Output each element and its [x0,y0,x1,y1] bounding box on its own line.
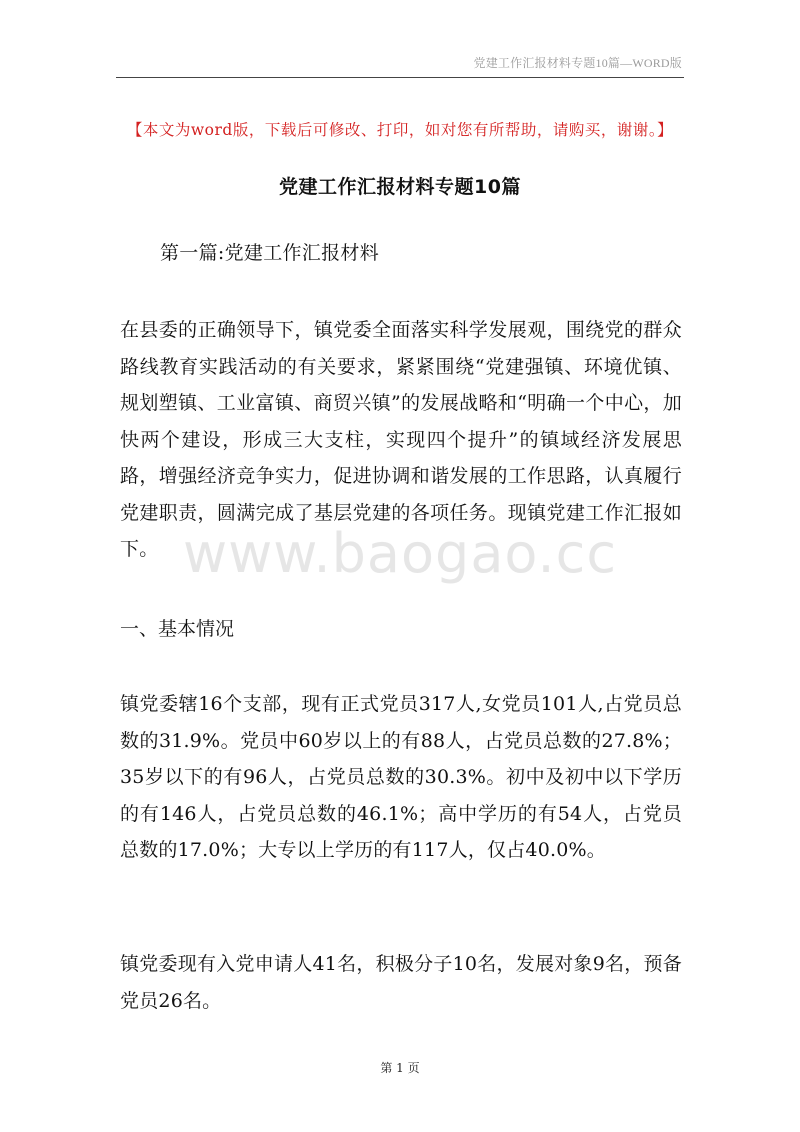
body-paragraph-applicants: 镇党委现有入党申请人41名，积极分子10名，发展对象9名，预备党员26名。 [120,953,682,1012]
chapter-subtitle: 第一篇:党建工作汇报材料 [160,242,380,264]
watermark-text: www.baogao.cc [182,522,618,585]
download-notice: 【本文为word版，下载后可修改、打印，如对您有所帮助，请购买，谢谢。】 [126,121,674,139]
page-number: 第 1 页 [380,1061,420,1075]
body-paragraph-intro: 在县委的正确领导下，镇党委全面落实科学发展观，围绕党的群众路线教育实践活动的有关要求，紧紧围绕“党建强镇、环境优镇、规划塑镇、工业富镇、商贸兴镇”的发展战略和“明确一个中心，加快两个建设，形成三大支柱，实现四个提升”的镇域经济发展思路，增强经济竞争实力，促进协调和谐发展的工作思路，认真履行党建职责，圆满完成了基层党建的各项任务。现镇党建工作汇报如下。 [120,319,682,560]
body-paragraph-statistics: 镇党委辖16个支部，现有正式党员317人,女党员101人,占党员总数的31.9%。党员中60岁以上的有88人，占党员总数的27.8%；35岁以下的有96人，占党员总数的30.3%。初中及初中以下学历的有146人，占党员总数的46.1%；高中学历的有54人，占党员总数的17.0%；大专以上学历的有117人，仅占40.0%。 [120,693,682,861]
section-heading: 一、基本情况 [120,618,235,640]
document-title: 党建工作汇报材料专题10篇 [279,176,521,198]
running-header: 党建工作汇报材料专题10篇—WORD版 [473,56,682,70]
header-divider [116,77,684,78]
